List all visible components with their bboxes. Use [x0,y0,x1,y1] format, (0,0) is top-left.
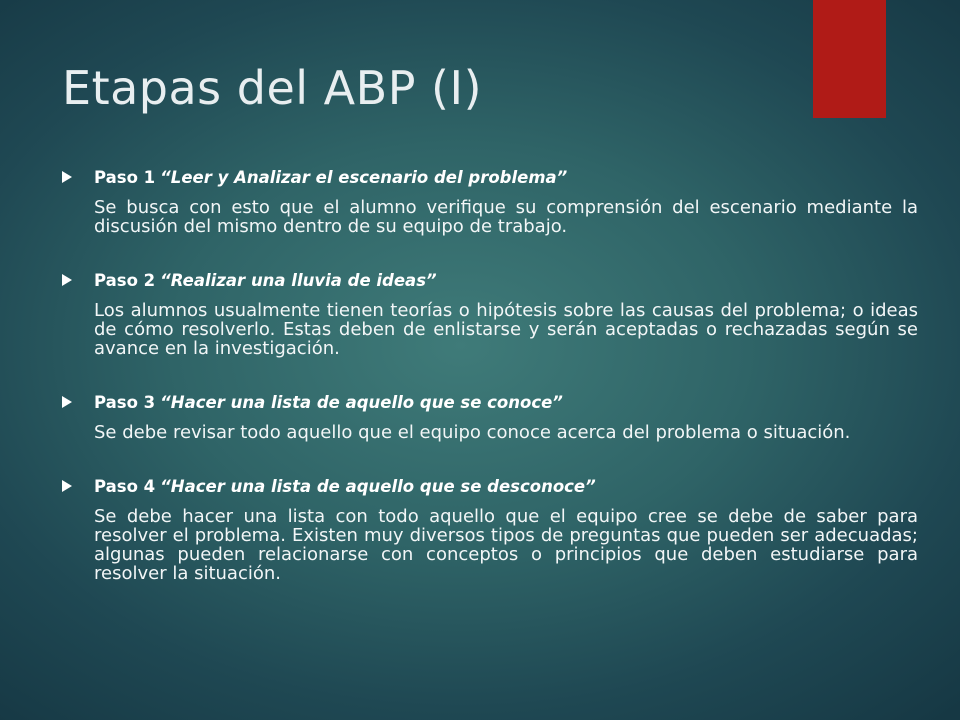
triangle-bullet-icon [62,171,72,183]
step-label: Paso 2 [94,270,156,290]
list-item-step-4 [60,473,920,583]
step-description: Los alumnos usualmente tienen teorías o hipótesis sobre las causas del problema; o ideas de cómo resolverlo. Estas deben de enlistarse y serán aceptadas o rechazadas según se avance en la investigación. [94,300,918,359]
triangle-bullet-icon [62,274,72,286]
list-item-step-3 [60,389,920,442]
step-description: Se debe revisar todo aquello que el equipo conoce acerca del problema o situación. [94,422,851,443]
red-accent-bar [813,0,886,118]
triangle-bullet-icon [62,480,72,492]
slide-title: Etapas del ABP (I) [62,61,483,115]
step-quote: “Leer y Analizar el escenario del problema” [160,167,568,187]
steps-list [60,164,920,614]
step-description: Se busca con esto que el alumno verifique su comprensión del escenario mediante la discusión del mismo dentro de su equipo de trabajo. [94,197,918,237]
step-heading [60,164,920,190]
step-label: Paso 4 [94,476,156,496]
list-item-step-2 [60,267,920,358]
step-heading [60,473,920,499]
step-quote: “Hacer una lista de aquello que se conoce” [160,392,563,412]
step-label: Paso 1 [94,167,156,187]
triangle-bullet-icon [62,396,72,408]
step-quote: “Realizar una lluvia de ideas” [160,270,437,290]
step-label: Paso 3 [94,392,156,412]
step-description: Se debe hacer una lista con todo aquello que el equipo cree se debe de saber para resolver el problema. Existen muy diversos tipos de preguntas que pueden ser adecuadas; algunas pueden relacionarse con conceptos o principios que deben estudiarse para resolver la situación. [94,506,918,584]
list-item-step-1 [60,164,920,236]
step-heading [60,389,920,415]
step-quote: “Hacer una lista de aquello que se desconoce” [160,476,596,496]
step-heading [60,267,920,293]
